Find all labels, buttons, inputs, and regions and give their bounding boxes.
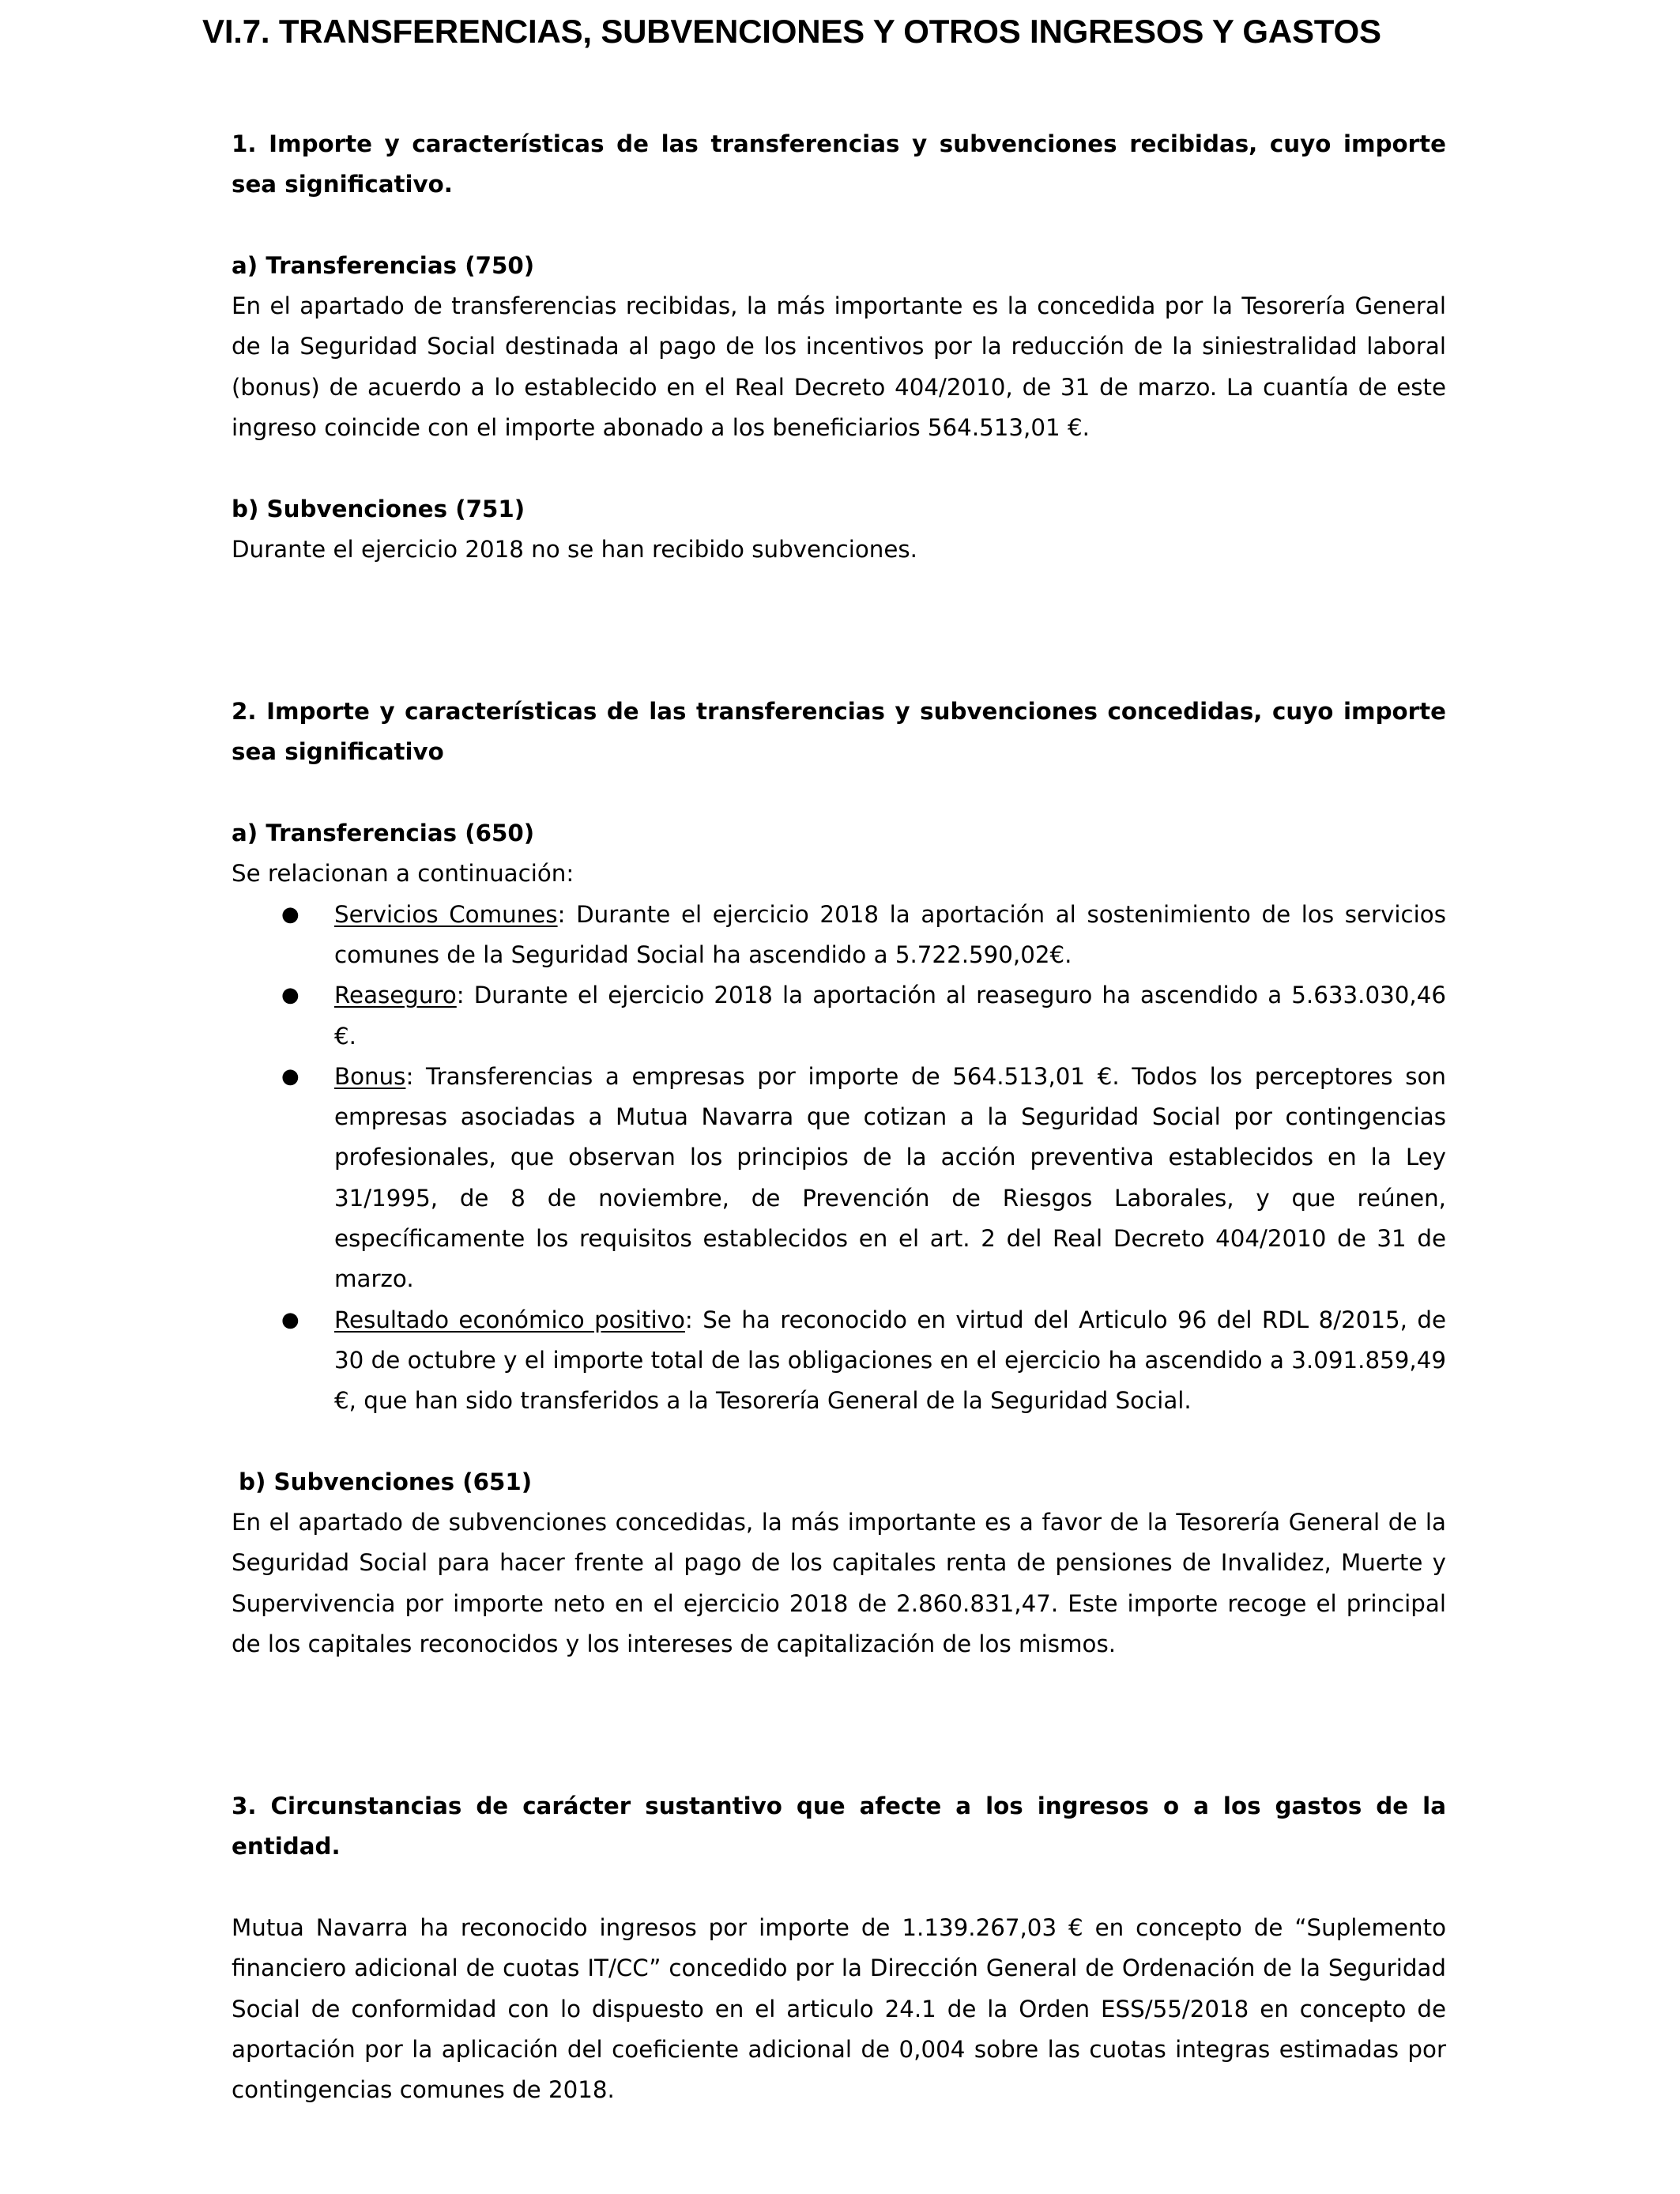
item-term: Reaseguro [334,982,457,1009]
section1-b-heading: b) Subvenciones (751) [232,495,525,522]
document-body [232,124,1446,2111]
list-item [232,1057,1446,1300]
section3-paragraph: Mutua Navarra ha reconocido ingresos por importe de 1.139.267,03 € en concepto de “Suplemento financiero adicional de cuotas IT/CC” concedido por la Dirección General de Ordenación de la Seguridad Social de conformidad con lo dispuesto en el articulo 24.1 de la Orden ESS/55/2018 en concepto de aportación por la aplicación del coeficiente adicional de 0,004 sobre las cuotas integras estimadas por contingencias comunes de 2018. [232,1914,1446,2104]
list-item [232,895,1446,976]
bullet-icon: ● [281,983,299,1008]
list-item [232,975,1446,1057]
item-text: : Se ha reconocido en virtud del Articulo 96 del RDL 8/2015, de 30 de octubre y el importe total de las obligaciones en el ejercicio ha ascendido a 3.091.859,49 €, que han sido transferidos a la Tesorería General de la Seguridad Social. [334,1306,1446,1415]
item-text: : Durante el ejercicio 2018 la aportación al reaseguro ha ascendido a 5.633.030,46 €. [334,982,1446,1050]
section2-b-paragraph: En el apartado de subvenciones concedidas, la más importante es a favor de la Tesorería General de la Seguridad Social para hacer frente al pago de los capitales renta de pensiones de Invalidez, Muerte y Supervivencia por importe neto en el ejercicio 2018 de 2.860.831,47. Este importe recoge el principal de los capitales reconocidos y los intereses de capitalización de los mismos. [232,1509,1446,1657]
section2-b-heading: b) Subvenciones (651) [239,1468,533,1495]
section1-a-paragraph: En el apartado de transferencias recibidas, la más importante es la concedida por la Tesorería General de la Seguridad Social destinada al pago de los incentivos por la reducción de la siniestralidad laboral (bonus) de acuerdo a lo establecido en el Real Decreto 404/2010, de 31 de marzo. La cuantía de este ingreso coincide con el importe abonado a los beneficiarios 564.513,01 €. [232,292,1446,442]
bullet-icon: ● [281,902,299,926]
item-term: Resultado económico positivo [334,1306,685,1333]
page-title: VI.7. TRANSFERENCIAS, SUBVENCIONES Y OTROS INGRESOS Y GASTOS [202,13,1381,50]
transfer-list [232,895,1446,1422]
item-term: Bonus [334,1062,406,1090]
item-term: Servicios Comunes [334,900,558,928]
section3-heading: 3. Circunstancias de carácter sustantivo que afecte a los ingresos o a los gastos de la entidad. [232,1793,1446,1860]
bullet-icon: ● [281,1307,299,1332]
section2-a-intro: Se relacionan a continuación: [232,860,574,888]
item-text: : Durante el ejercicio 2018 la aportación al sostenimiento de los servicios comunes de la Seguridad Social ha ascendido a 5.722.590,02€. [334,900,1446,968]
item-text: : Transferencias a empresas por importe de 564.513,01 €. Todos los perceptores son empresas asociadas a Mutua Navarra que cotizan a la Seguridad Social por contingencias profesionales, que observan los principios de la acción preventiva establecidos en la Ley 31/1995, de 8 de noviembre, de Prevención de Riesgos Laborales, y que reúnen, específicamente los requisitos establecidos en el art. 2 del Real Decreto 404/2010 de 31 de marzo. [334,1062,1446,1293]
bullet-icon: ● [281,1064,299,1088]
section1-heading: 1. Importe y características de las transferencias y subvenciones recibidas, cuyo importe sea significativo. [232,130,1446,198]
section2-heading: 2. Importe y características de las transferencias y subvenciones concedidas, cuyo importe sea significativo [232,698,1446,766]
section2-a-heading: a) Transferencias (650) [232,820,535,847]
list-item [232,1300,1446,1422]
section1-a-heading: a) Transferencias (750) [232,251,535,279]
section1-b-paragraph: Durante el ejercicio 2018 no se han recibido subvenciones. [232,535,917,563]
